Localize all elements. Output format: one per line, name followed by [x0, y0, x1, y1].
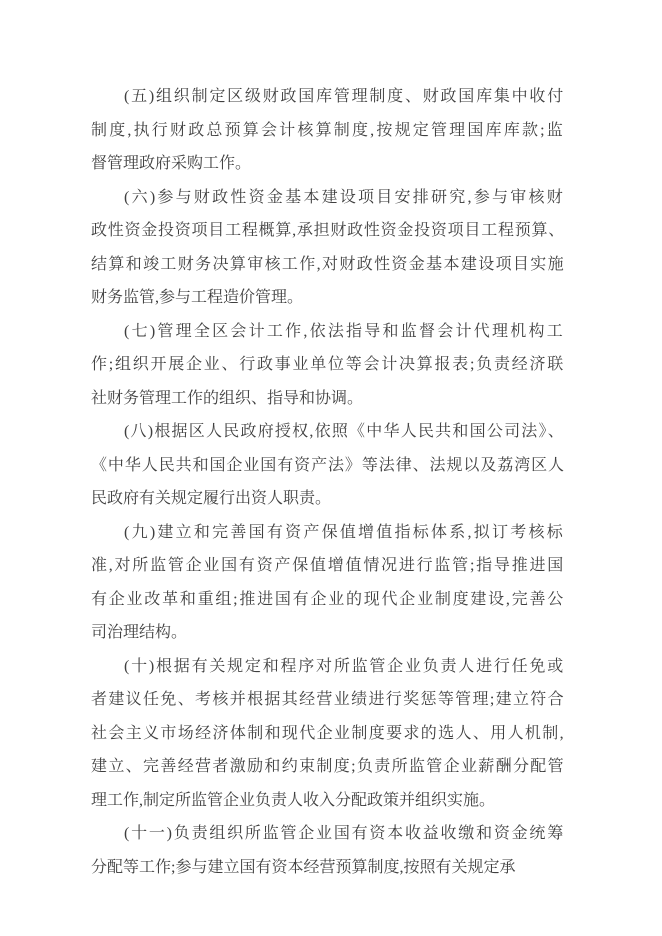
document-body [91, 80, 565, 884]
clause-paragraph [91, 817, 565, 884]
text-line-content: 政性资金投资项目工程概算,承担财政性资金投资项目工程预算、 [91, 222, 565, 239]
text-line [91, 80, 565, 114]
text-line [91, 214, 565, 248]
text-line [91, 817, 565, 851]
text-line-content: 者建议任免、考核并根据其经营业绩进行奖惩等管理;建立符合 [91, 691, 565, 708]
clause-paragraph [91, 315, 565, 416]
text-line-content: (五)组织制定区级财政国库管理制度、财政国库集中收付 [124, 88, 565, 105]
text-line-content: 社会主义市场经济体制和现代企业制度要求的选人、用人机制, [91, 724, 565, 742]
text-line [91, 382, 565, 416]
text-line-content: 分配等工作;参与建立国有资本经营预算制度,按照有关规定承 [91, 858, 516, 876]
text-line [91, 717, 565, 751]
text-line-content: 社财务管理工作的组织、指导和协调。 [91, 389, 364, 407]
text-line [91, 616, 565, 650]
clause-paragraph [91, 516, 565, 650]
text-line [91, 683, 565, 717]
text-line [91, 147, 565, 181]
text-line [91, 851, 565, 885]
text-line-content: (九)建立和完善国有资产保值增值指标体系,拟订考核标 [124, 523, 565, 541]
text-line-content: 理工作,制定所监管企业负责人收入分配政策并组织实施。 [91, 791, 496, 809]
text-line-content: 司治理结构。 [91, 624, 188, 641]
text-line [91, 750, 565, 784]
text-line-content: 民政府有关规定履行出资人职责。 [91, 490, 332, 507]
clause-paragraph [91, 181, 565, 315]
text-line [91, 583, 565, 617]
text-line-content: 有企业改革和重组;推进国有企业的现代企业制度建设,完善公 [91, 590, 566, 608]
text-line [91, 516, 565, 550]
text-line [91, 415, 565, 449]
clause-paragraph [91, 80, 565, 181]
text-line-content: 建立、完善经营者激励和约束制度;负责所监管企业薪酬分配管 [91, 758, 565, 775]
text-line [91, 784, 565, 818]
text-line-content: (八)根据区人民政府授权,依照《中华人民共和国公司法》、 [124, 423, 565, 440]
text-line [91, 449, 565, 483]
text-line [91, 181, 565, 215]
text-line-content: 准,对所监管企业国有资产保值增值情况进行监管;指导推进国 [91, 557, 566, 574]
text-line [91, 348, 565, 382]
text-line-content: 《中华人民共和国企业国有资产法》等法律、法规以及荔湾区人 [91, 456, 565, 474]
text-line-content: (十一)负责组织所监管企业国有资本收益收缴和资金统筹 [124, 825, 565, 842]
text-line [91, 549, 565, 583]
clause-paragraph [91, 415, 565, 516]
text-line [91, 482, 565, 516]
text-line [91, 248, 565, 282]
text-line-content: (十)根据有关规定和程序对所监管企业负责人进行任免或 [124, 657, 565, 675]
text-line-content: 结算和竣工财务决算审核工作,对财政性资金基本建设项目实施 [91, 255, 565, 273]
text-line [91, 281, 565, 315]
text-line-content: (七)管理全区会计工作,依法指导和监督会计代理机构工 [124, 322, 565, 340]
text-line-content: (六)参与财政性资金基本建设项目安排研究,参与审核财 [124, 188, 565, 206]
text-line-content: 督管理政府采购工作。 [91, 155, 252, 172]
text-line-content: 制度,执行财政总预算会计核算制度,按规定管理国库库款;监 [91, 121, 565, 139]
clause-paragraph [91, 650, 565, 818]
text-line [91, 315, 565, 349]
text-line-content: 作;组织开展企业、行政事业单位等会计决算报表;负责经济联 [91, 356, 565, 373]
text-line-content: 财务监管,参与工程造价管理。 [91, 289, 304, 306]
text-line [91, 650, 565, 684]
text-line [91, 114, 565, 148]
